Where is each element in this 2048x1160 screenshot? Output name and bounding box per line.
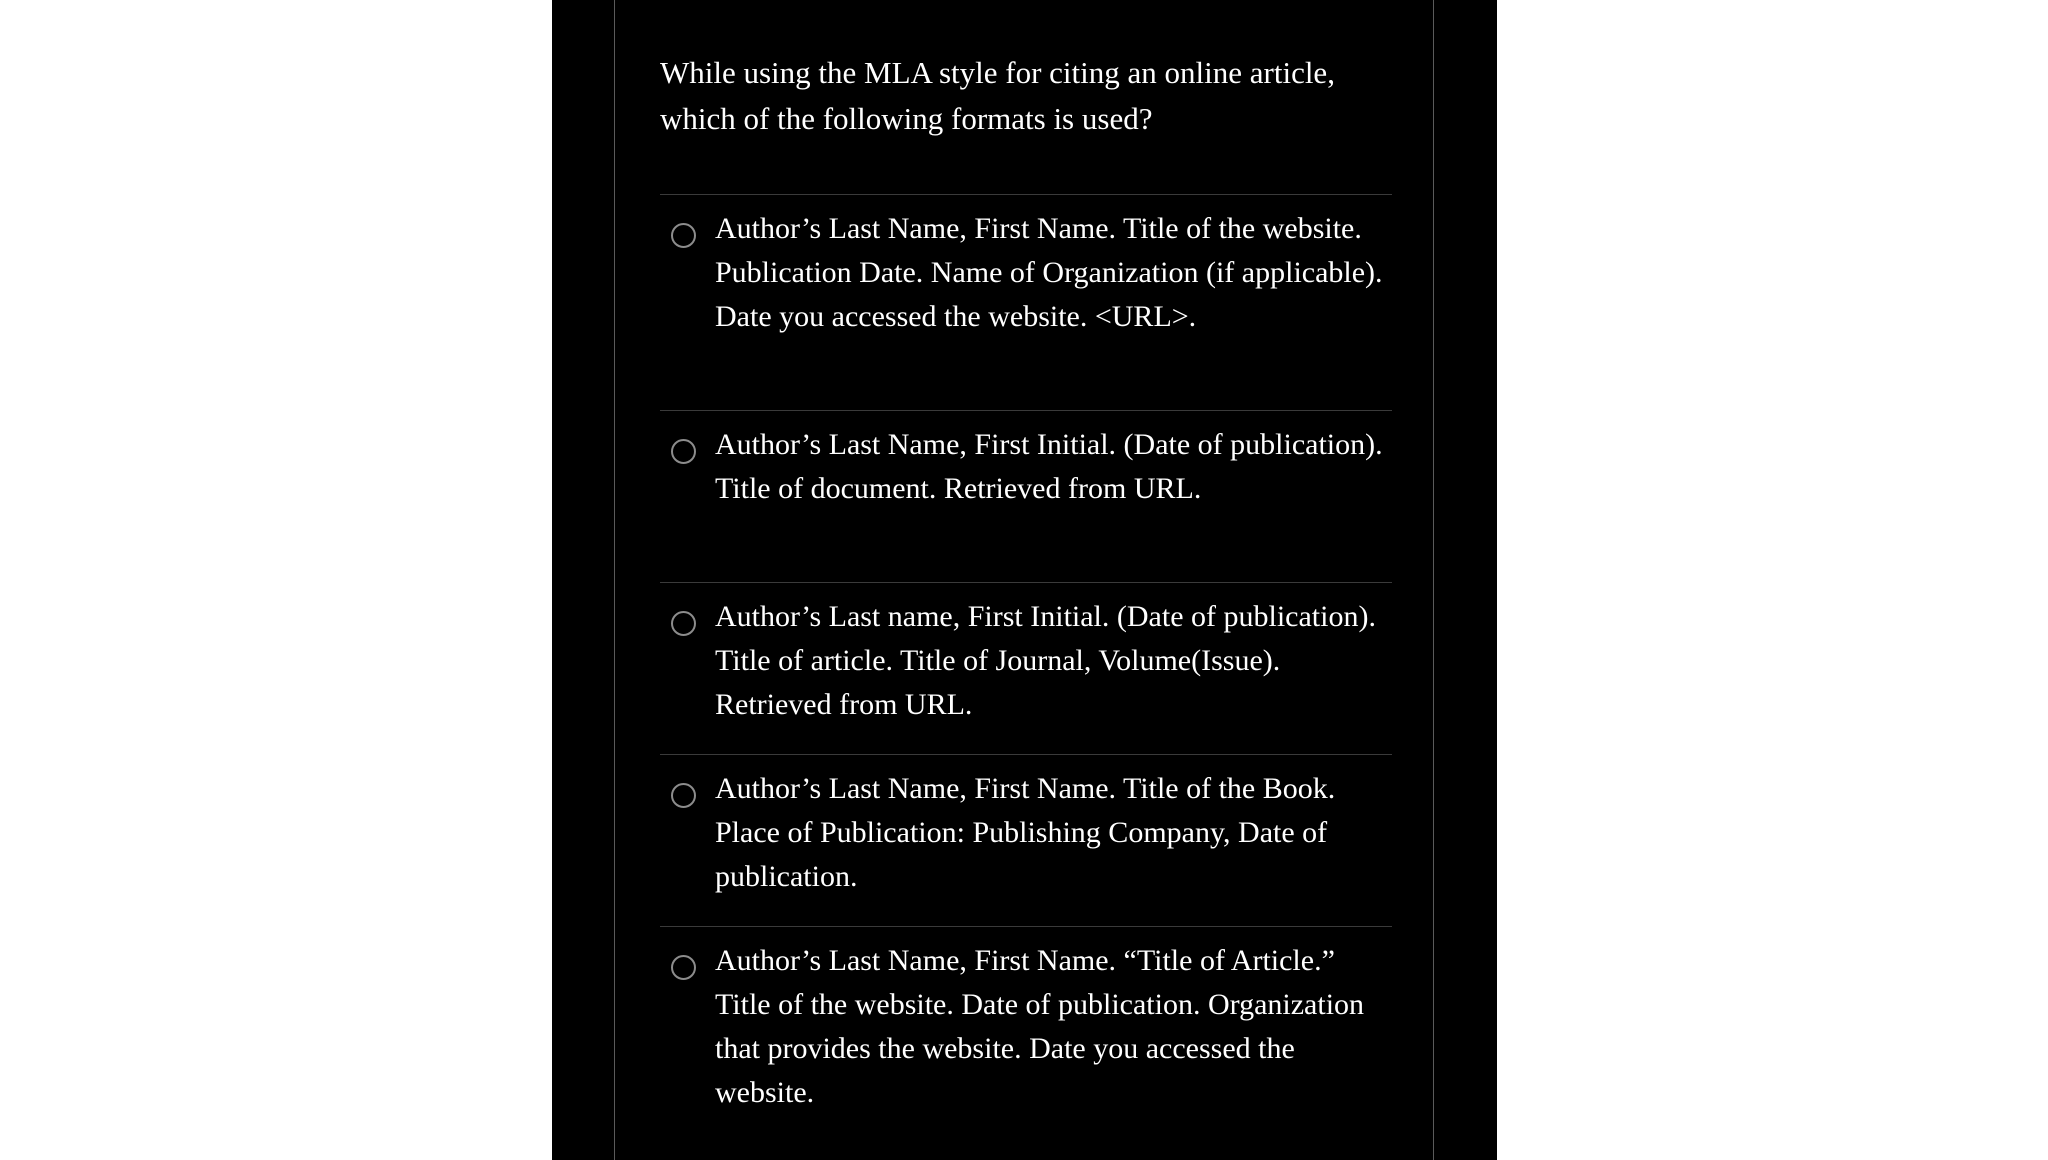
answer-option-label: Author’s Last Name, First Name. Title of the Book. Place of Publication: Publishing Company, Date of publication.	[715, 772, 1336, 893]
answer-option-5[interactable]	[660, 926, 1392, 1142]
radio-button-icon[interactable]	[671, 223, 696, 248]
answer-option-label: Author’s Last Name, First Name. “Title of Article.” Title of the website. Date of publication. Organization that provides the website. Date you accessed the website.	[715, 944, 1365, 1109]
answer-option-4[interactable]	[660, 754, 1392, 926]
answer-option-label: Author’s Last Name, First Initial. (Date of publication). Title of document. Retrieved from URL.	[715, 428, 1383, 505]
radio-button-icon[interactable]	[671, 439, 696, 464]
answer-options-list	[660, 194, 1392, 1142]
answer-option-label: Author’s Last name, First Initial. (Date of publication). Title of article. Title of Journal, Volume(Issue). Retrieved from URL.	[715, 600, 1376, 721]
answer-option-label: Author’s Last Name, First Name. Title of the website. Publication Date. Name of Organization (if applicable). Date you accessed the website. <URL>.	[715, 212, 1383, 333]
question-card	[614, 0, 1434, 1160]
answer-option-1[interactable]	[660, 194, 1392, 410]
radio-button-icon[interactable]	[671, 783, 696, 808]
question-text: While using the MLA style for citing an online article, which of the following formats is used?	[660, 55, 1335, 136]
radio-button-icon[interactable]	[671, 611, 696, 636]
answer-option-3[interactable]	[660, 582, 1392, 754]
answer-option-2[interactable]	[660, 410, 1392, 582]
radio-button-icon[interactable]	[671, 955, 696, 980]
screen-frame	[552, 0, 1497, 1160]
